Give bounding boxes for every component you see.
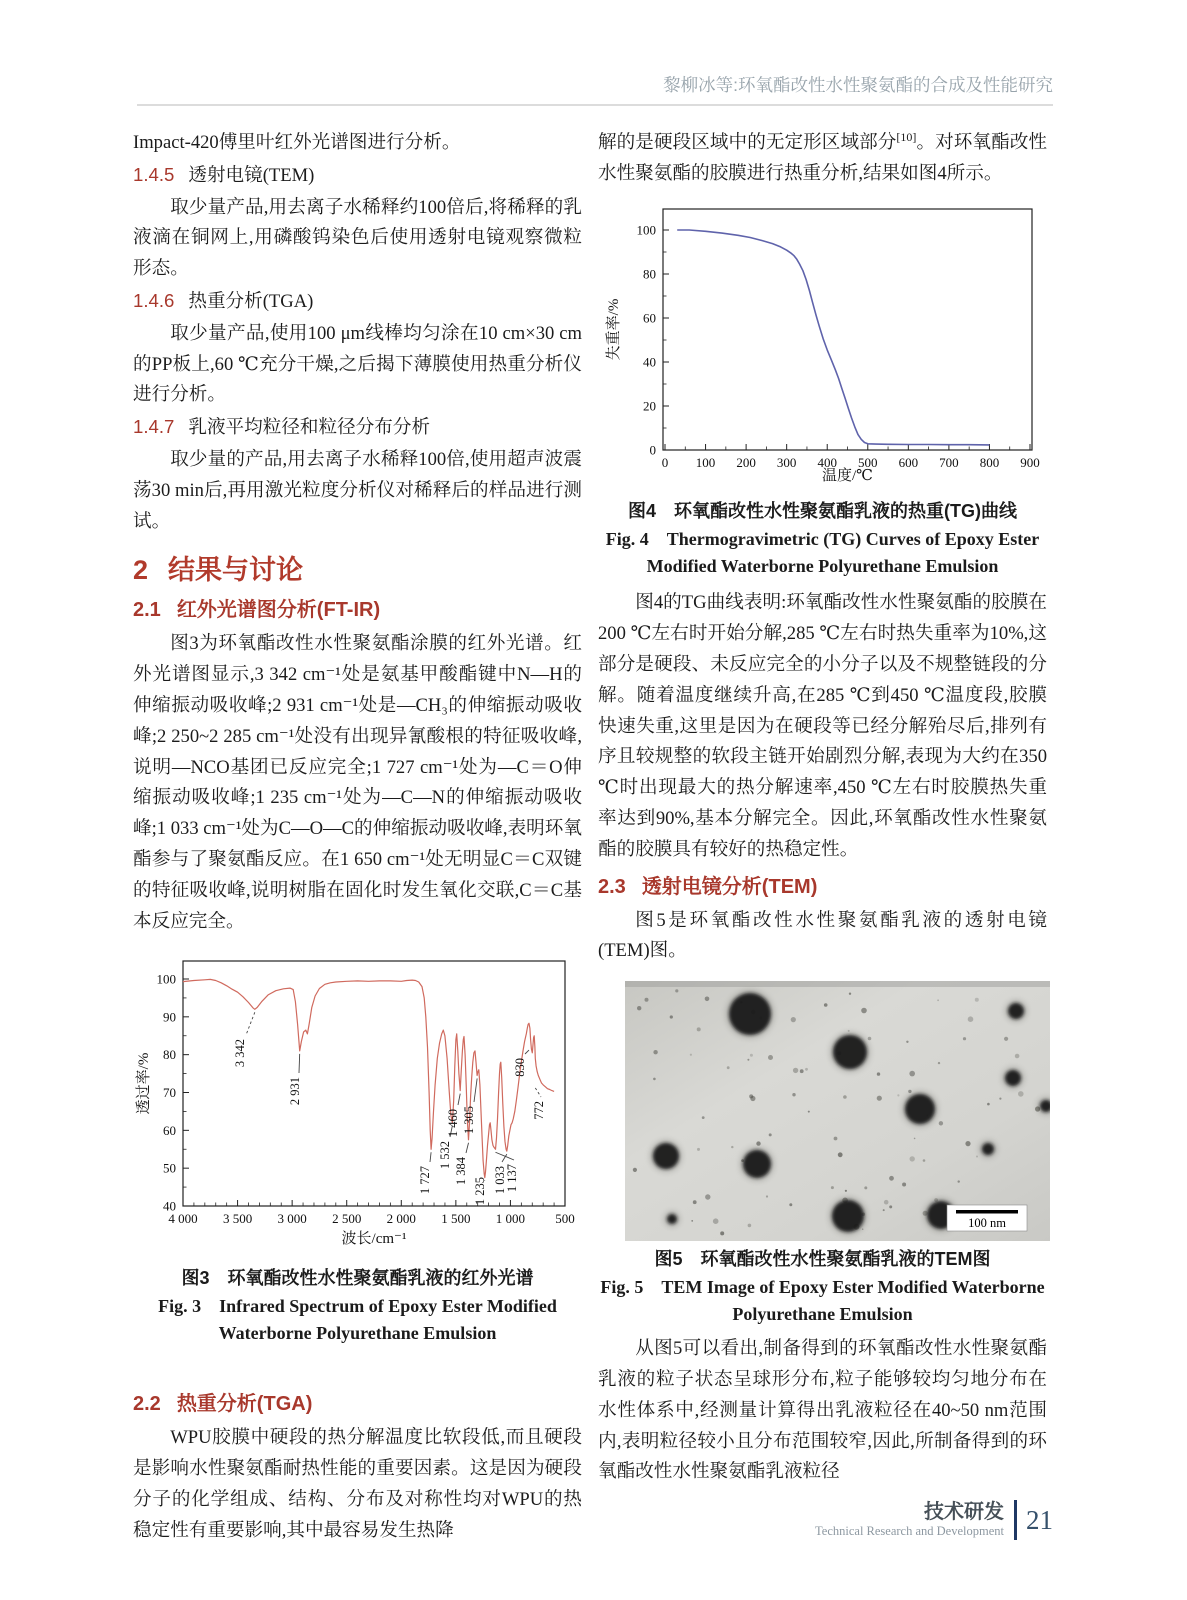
section-number: 2 [133, 555, 149, 586]
figure-3 [133, 947, 582, 1347]
paragraph-continuation-right: 解的是硬段区域中的无定形区域部分[10]。对环氧酯改性水性聚氨酯的胶膜进行热重分析,结果如图4所示。 [598, 129, 1047, 184]
svg-text:0: 0 [661, 454, 669, 470]
figure3-caption-cn: 图3 环氧酯改性水性聚氨酯乳液的红外光谱 [181, 1268, 534, 1289]
paragraph-tga-discussion-left: WPU胶膜中硬段的热分解温度比软段低,而且硬段是影响水性聚氨酯耐热性能的重要因素。这是因为硬段分子的化学组成、结构、分布及对称性均对WPU的热稳定性有重要影响,其中最容易发生热降 [133, 1427, 582, 1541]
section-title: 透射电镜(TEM) [188, 164, 315, 186]
svg-text:1 727: 1 727 [418, 1166, 432, 1195]
svg-text:100: 100 [636, 222, 656, 238]
section-number: 1.4.7 [133, 416, 175, 438]
figure-4 [598, 200, 1047, 581]
section-number: 2.2 [133, 1393, 161, 1416]
page-footer [137, 1500, 1053, 1540]
svg-text:100: 100 [695, 454, 716, 470]
svg-text:60: 60 [163, 1123, 176, 1139]
section-heading-2-2 [133, 1389, 582, 1419]
svg-text:1 033: 1 033 [493, 1166, 507, 1195]
ir-spectrum-chart [133, 947, 582, 1249]
svg-text:3 500: 3 500 [222, 1211, 253, 1227]
paragraph-tem-discussion: 从图5可以看出,制备得到的环氧酯改性水性聚氨酯乳液的粒子状态呈球形分布,粒子能够较均匀地分布在水性体系中,经测量计算得出乳液粒径在40~50 nm范围内,表明粒径较小且分布范围较窄,因此,所制备得到的环氧酯改性水性聚氨酯乳液粒径 [598, 1338, 1047, 1483]
svg-text:波长/cm⁻¹: 波长/cm⁻¹ [341, 1231, 407, 1248]
footer-section-en: Technical Research and Development [815, 1524, 1004, 1538]
section-number: 2.1 [133, 599, 161, 622]
reference-marker: [10] [896, 129, 917, 144]
section-heading-1-4-6 [133, 286, 582, 318]
svg-text:772: 772 [532, 1101, 546, 1121]
figure4-caption-cn: 图4 环氧酯改性水性聚氨酯乳液的热重(TG)曲线 [628, 501, 1017, 522]
figure3-caption-en: Fig. 3 Infrared Spectrum of Epoxy Ester Modified Waterborne Polyurethane Emulsion [158, 1296, 557, 1344]
svg-text:40: 40 [163, 1198, 176, 1214]
tem-image [625, 981, 1050, 1241]
scale-bar [947, 1205, 1027, 1231]
footer-divider [1014, 1500, 1017, 1540]
svg-text:100 nm: 100 nm [968, 1216, 1006, 1231]
footer-section-labels [815, 1501, 1004, 1539]
svg-text:温度/℃: 温度/℃ [822, 467, 873, 483]
svg-text:400: 400 [817, 454, 837, 470]
svg-text:0: 0 [649, 442, 656, 458]
footer-section-cn: 技术研发 [924, 1501, 1004, 1523]
section-number: 2.3 [598, 875, 626, 898]
svg-text:1 235: 1 235 [473, 1177, 487, 1206]
paragraph-ftir-discussion: 图3为环氧酯改性水性聚氨酯涂膜的红外光谱。红外光谱图显示,3 342 cm⁻¹处是氨基甲酸酯键中N—H的伸缩振动吸收峰;2 931 cm⁻¹处是—CH₃的伸缩振动吸收峰;2 250~2 285 cm⁻¹处没有出现异氰酸根的特征吸收峰,说明—NCO基团已反应完全;1 727 cm⁻¹处为—C＝O伸缩振动吸收峰;1 235 cm⁻¹处为—C—N的伸缩振动吸收峰;1 033 cm⁻¹处为C—O—C的伸缩振动吸收峰,表明环氧酯参与了聚氨酯反应。在1 650 cm⁻¹处无明显C＝C双键的特征吸收峰,说明树脂在固化时发生氧化交联,C＝C基本反应完全。 [133, 633, 582, 932]
svg-text:1 137: 1 137 [505, 1164, 519, 1193]
svg-text:1 384: 1 384 [454, 1157, 468, 1186]
svg-text:600: 600 [898, 454, 919, 470]
section-heading-2-3 [598, 872, 1047, 902]
section-title: 热重分析(TGA) [176, 1393, 313, 1416]
paragraph-particle-method: 取少量的产品,用去离子水稀释100倍,使用超声波震荡30 min后,再用激光粒度分析仪对稀释后的样品进行测试。 [133, 448, 582, 532]
svg-text:4 000: 4 000 [168, 1211, 198, 1227]
svg-text:800: 800 [979, 454, 1000, 470]
section-title: 透射电镜分析(TEM) [641, 875, 818, 898]
paragraph-continuation: Impact-420傅里叶红外光谱图进行分析。 [133, 132, 461, 153]
svg-text:50: 50 [163, 1160, 176, 1176]
section-number: 1.4.5 [133, 163, 175, 185]
section-title: 红外光谱图分析(FT-IR) [176, 599, 381, 622]
svg-text:700: 700 [939, 454, 959, 470]
figure5-caption-cn: 图5 环氧酯改性水性聚氨酯乳液的TEM图 [654, 1249, 991, 1270]
svg-text:80: 80 [643, 266, 656, 282]
svg-text:1 500: 1 500 [441, 1211, 471, 1227]
right-column [598, 128, 1047, 1488]
svg-text:300: 300 [776, 454, 797, 470]
svg-text:80: 80 [163, 1047, 176, 1063]
section-heading-1-4-5 [133, 160, 582, 192]
figure5-caption-en: Fig. 5 TEM Image of Epoxy Ester Modified Waterborne Polyurethane Emulsion [600, 1277, 1045, 1325]
svg-text:2 500: 2 500 [332, 1211, 362, 1227]
section-title: 乳液平均粒径和粒径分布分析 [188, 417, 431, 439]
svg-text:70: 70 [163, 1085, 176, 1101]
section-number: 1.4.6 [133, 289, 175, 311]
section-heading-2 [133, 553, 582, 587]
svg-text:40: 40 [643, 354, 656, 370]
svg-text:2 000: 2 000 [386, 1211, 416, 1227]
svg-text:1 532: 1 532 [438, 1141, 452, 1170]
left-column [133, 128, 582, 1546]
svg-text:60: 60 [643, 310, 656, 326]
paragraph-tem-method: 取少量产品,用去离子水稀释约100倍后,将稀释的乳液滴在铜网上,用磷酸钨染色后使用透射电镜观察微粒形态。 [133, 196, 582, 280]
svg-text:2 931: 2 931 [288, 1077, 302, 1106]
figure4-caption-en: Fig. 4 Thermogravimetric (TG) Curves of Epoxy Ester Modified Waterborne Polyurethane Emulsion [605, 529, 1040, 577]
page-number: 21 [1026, 1504, 1053, 1535]
svg-text:90: 90 [163, 1009, 176, 1025]
svg-text:1 460: 1 460 [446, 1109, 460, 1138]
section-title: 热重分析(TGA) [188, 290, 314, 312]
svg-text:830: 830 [513, 1058, 527, 1078]
section-title: 结果与讨论 [168, 555, 304, 586]
svg-text:1 305: 1 305 [462, 1106, 476, 1135]
section-heading-1-4-7 [133, 412, 582, 444]
header-rule [137, 104, 1053, 106]
section-heading-2-1 [133, 595, 582, 625]
svg-text:100: 100 [156, 971, 176, 987]
paragraph-tem-intro: 图5是环氧酯改性水性聚氨酯乳液的透射电镜(TEM)图。 [598, 909, 1047, 962]
svg-text:500: 500 [858, 454, 878, 470]
svg-text:3 342: 3 342 [233, 1039, 247, 1068]
svg-text:1 000: 1 000 [495, 1211, 526, 1227]
paragraph-tga-method: 取少量产品,使用100 μm线棒均匀涂在10 cm×30 cm的PP板上,60 ℃充分干燥,之后揭下薄膜使用热重分析仪进行分析。 [133, 322, 582, 406]
running-head: 黎柳冰等:环氧酯改性水性聚氨酯的合成及性能研究 [663, 75, 1053, 95]
svg-text:失重率/%: 失重率/% [606, 298, 622, 360]
svg-text:200: 200 [736, 454, 756, 470]
tg-curve-chart [598, 200, 1053, 483]
svg-text:20: 20 [643, 398, 656, 414]
paragraph-tg-discussion: 图4的TG曲线表明:环氧酯改性水性聚氨酯的胶膜在200 ℃左右时开始分解,285 ℃左右时热失重率为10%,这部分是硬段、未反应完全的小分子以及不规整链段的分解。随着温度继续升高,在285 ℃到450 ℃温度段,胶膜快速失重,这里是因为在硬段等已经分解殆尽后,排列有序且较规整的软段主链开始剧烈分解,表现为大约在350 ℃时出现最大的热分解速率,450 ℃左右时胶膜热失重率达到90%,基本分解完全。因此,环氧酯改性水性聚氨酯的胶膜具有较好的热稳定性。 [598, 592, 1047, 860]
svg-text:900: 900 [1020, 454, 1040, 470]
svg-text:3 000: 3 000 [277, 1211, 307, 1227]
figure-5 [625, 981, 1050, 1241]
svg-text:500: 500 [555, 1211, 575, 1227]
svg-text:透过率/%: 透过率/% [136, 1052, 152, 1115]
